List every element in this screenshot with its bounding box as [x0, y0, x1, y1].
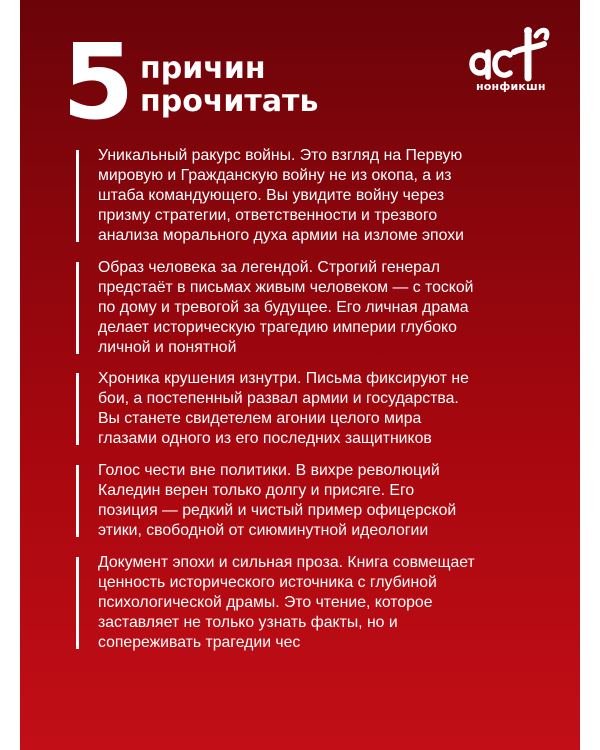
reason-line: мировую и Гражданскую войну не из окопа, а из: [98, 167, 452, 184]
big-number: 5: [62, 21, 133, 143]
reason-line: призму стратегии, ответственности и трезвого: [98, 207, 438, 224]
reason-item-5: [76, 553, 550, 653]
ast-logo-icon: [460, 22, 560, 84]
reason-line: Уникальный ракурс войны. Это взгляд на Первую: [98, 147, 463, 164]
reason-item-3: [76, 369, 550, 449]
reason-line: Документ эпохи и сильная проза. Книга совмещает: [98, 554, 475, 571]
reason-line: штаба командующего. Вы увидите войну через: [98, 187, 445, 204]
reason-text: [98, 553, 550, 653]
reason-bar: [76, 465, 79, 537]
reason-bar: [76, 557, 79, 649]
reason-line: сопереживать трагедии чес: [98, 634, 301, 651]
reason-text: [98, 369, 550, 449]
reason-line: личной и понятной: [98, 339, 237, 356]
reason-bar: [76, 373, 79, 445]
headline-line-2: прочитать: [140, 84, 319, 119]
reason-line: психологической драмы. Это чтение, которое: [98, 594, 433, 611]
reason-line: этики, свободной от сиюминутной идеологии: [98, 522, 429, 539]
reason-line: Хроника крушения изнутри. Письма фиксируют не: [98, 370, 469, 387]
reason-bar: [76, 262, 79, 354]
publisher-logo: [460, 22, 560, 102]
reason-line: Голос чести вне политики. В вихре революций: [98, 462, 440, 479]
reason-text: [98, 258, 550, 358]
reason-line: делает историческую трагедию империи глубоко: [98, 319, 457, 336]
reason-line: Образ человека за легендой. Строгий генерал: [98, 259, 440, 276]
reason-item-4: [76, 461, 550, 541]
reason-line: предстаёт в письмах живым человеком — с тоской: [98, 279, 474, 296]
reason-line: ценность исторического источника с глубиной: [98, 574, 437, 591]
reason-text: [98, 146, 550, 246]
headline-line-1: причин: [140, 51, 266, 86]
reason-line: позиция — редкий и чистый пример офицерской: [98, 502, 457, 519]
reason-text: [98, 461, 550, 541]
reason-item-1: [76, 146, 550, 246]
reason-line: глазами одного из его последних защитников: [98, 430, 432, 447]
reason-line: Вы станете свидетелем агонии целого мира: [98, 410, 422, 427]
logo-subtitle: нонфикшн: [476, 80, 546, 93]
reason-line: по дому и тревогой за будущее. Его личная драма: [98, 299, 469, 316]
reason-line: заставляет не только узнать факты, но и: [98, 614, 398, 631]
reason-line: бои, а постепенный развал армии и государства.: [98, 390, 459, 407]
headline: [140, 52, 318, 118]
reason-bar: [76, 150, 79, 242]
reason-item-2: [76, 258, 550, 358]
reason-line: Каледин верен только долгу и присяге. Его: [98, 482, 415, 499]
reason-line: анализа морального духа армии на изломе эпохи: [98, 227, 464, 244]
